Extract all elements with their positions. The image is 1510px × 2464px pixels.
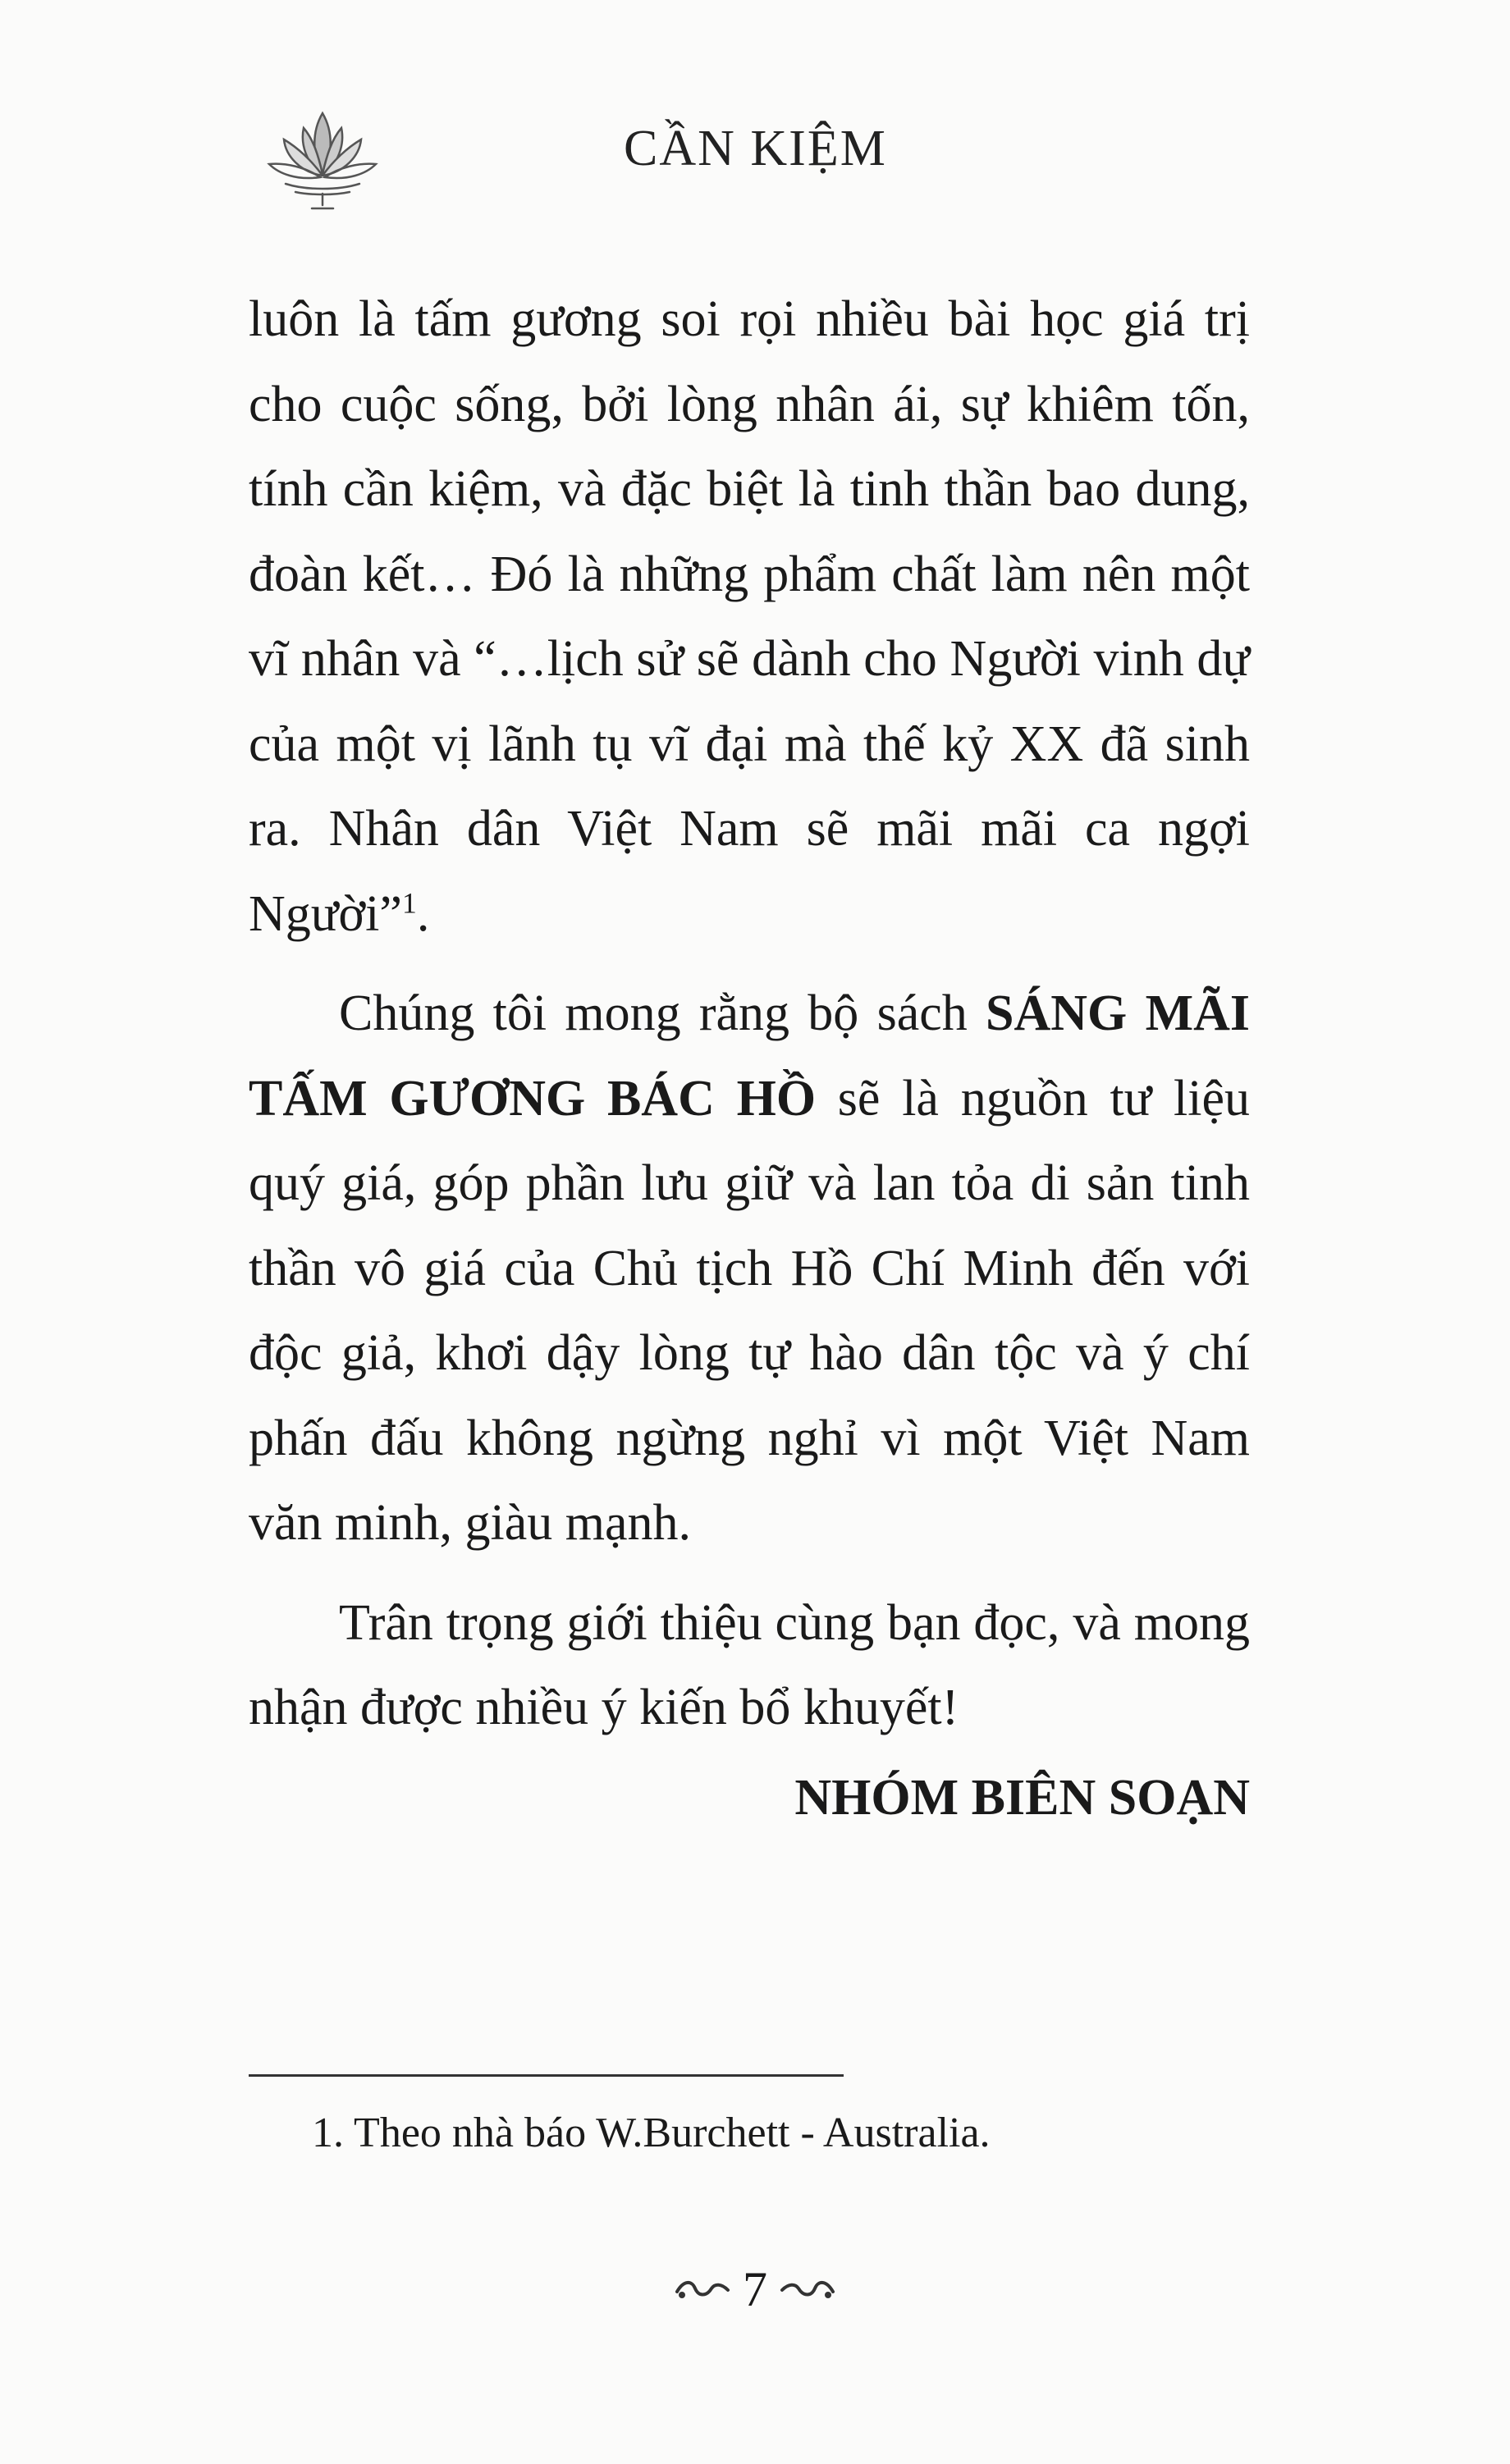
paragraph-1 [249, 277, 1250, 957]
footnote-divider [249, 2074, 844, 2077]
lotus-icon [261, 98, 384, 213]
paragraph-1-text: luôn là tấm gương soi rọi nhiều bài học giá trị cho cuộc sống, bởi lòng nhân ái, sự khiêm tốn, tính cần kiệm, và đặc biệt là tinh thần bao dung, đoàn kết… Đó là những phẩm chất làm nên một vĩ nhân và “…lịch sử sẽ dành cho Người vinh dự của một vị lãnh tụ vĩ đại mà thế kỷ XX đã sinh ra. Nhân dân Việt Nam sẽ mãi mãi ca ngợi Người” [249, 291, 1250, 942]
signature: NHÓM BIÊN SOẠN [794, 1769, 1250, 1826]
footnote-reference: 1 [401, 885, 417, 919]
body-text [249, 277, 1250, 1840]
paragraph-2-lead: Chúng tôi mong rằng bộ sách [339, 985, 986, 1041]
paragraph-1-tail: . [416, 885, 430, 942]
swirl-ornament-icon [779, 2275, 836, 2303]
page-number-block [0, 2256, 1510, 2318]
book-title: SÁNG MÃI TẤM GƯƠNG BÁC HỒ [249, 985, 1250, 1127]
page-header [0, 98, 1510, 230]
page-number: 7 [743, 2261, 767, 2316]
paragraph-2 [249, 971, 1250, 1566]
paragraph-3: Trân trọng giới thiệu cùng bạn đọc, và mong nhận được nhiều ý kiến bổ khuyết! [249, 1594, 1250, 1735]
running-head: CẦN KIỆM [624, 121, 887, 176]
footnote: 1. Theo nhà báo W.Burchett - Australia. [312, 2110, 991, 2156]
swirl-ornament-icon [674, 2275, 731, 2303]
paragraph-2-rest: sẽ là nguồn tư liệu quý giá, góp phần lưu giữ và lan tỏa di sản tinh thần vô giá của Chủ tịch Hồ Chí Minh đến với độc giả, khơi dậy lòng tự hào dân tộc và ý chí phấn đấu không ngừng nghỉ vì một Việt Nam văn minh, giàu mạnh. [249, 1070, 1250, 1551]
